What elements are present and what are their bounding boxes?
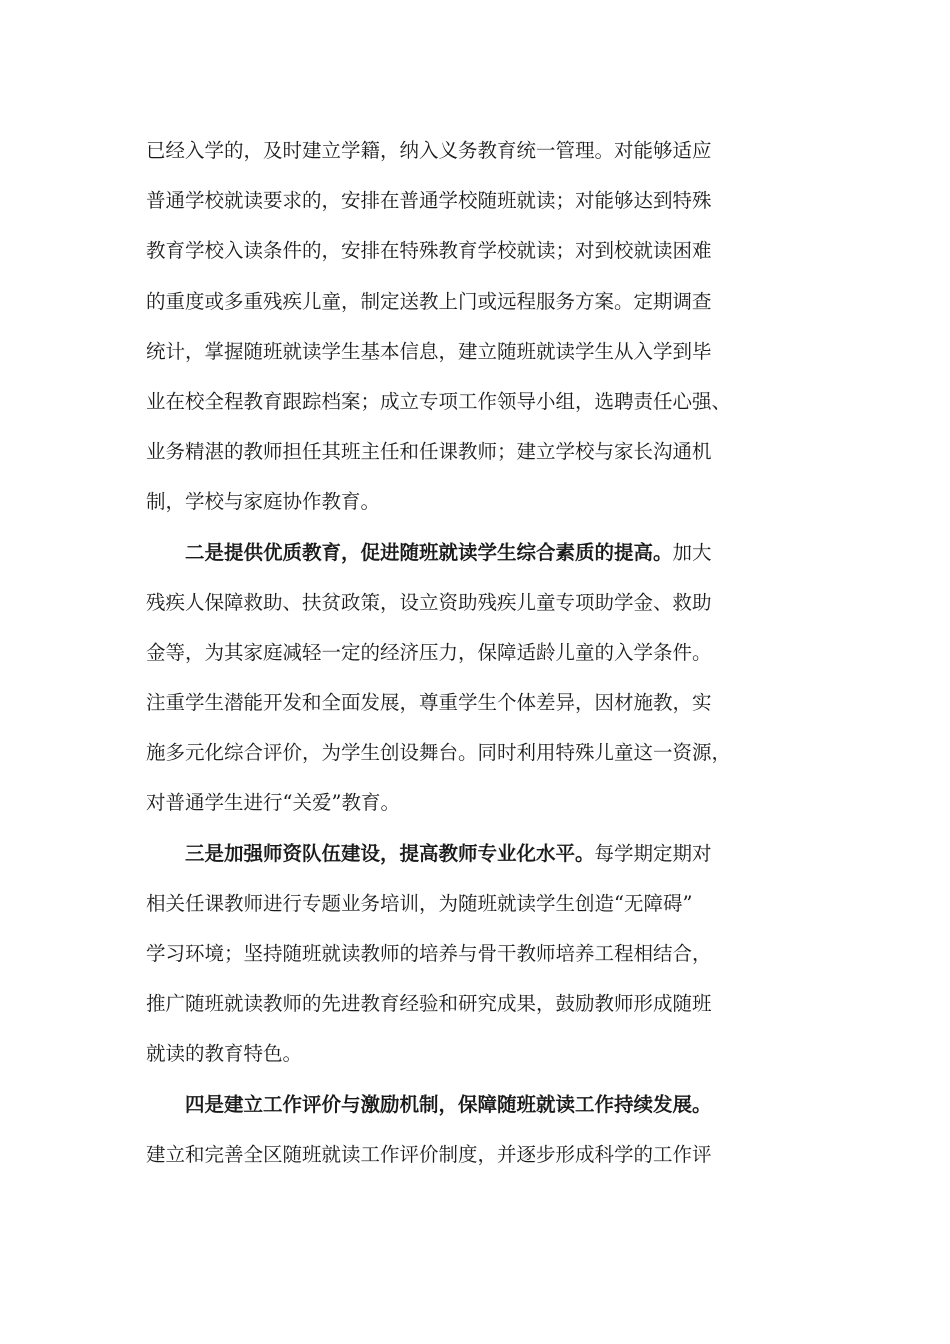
text-line: 的重度或多重残疾儿童，制定送教上门或远程服务方案。定期调查 bbox=[146, 289, 712, 313]
text-line: 建立和完善全区随班就读工作评价制度，并逐步形成科学的工作评 bbox=[146, 1142, 712, 1166]
text-line: 对普通学生进行“关爱”教育。 bbox=[146, 791, 400, 815]
text-line: 制，学校与家庭协作教育。 bbox=[146, 490, 381, 514]
paragraph-heading: 四是建立工作评价与激励机制，保障随班就读工作持续发展。 bbox=[185, 1092, 712, 1116]
paragraph-heading: 三是加强师资队伍建设，提高教师专业化水平。 bbox=[185, 841, 595, 865]
text-line: 施多元化综合评价，为学生创设舞台。同时利用特殊儿童这一资源， bbox=[146, 741, 732, 765]
text-line: 金等，为其家庭减轻一定的经济压力，保障适龄儿童的入学条件。 bbox=[146, 640, 712, 664]
paragraph-4 bbox=[146, 1080, 806, 1180]
paragraph-first-line bbox=[146, 1080, 806, 1130]
text-line: 残疾人保障救助、扶贫政策，设立资助残疾儿童专项助学金、救助 bbox=[146, 590, 712, 614]
text-line: 教育学校入读条件的，安排在特殊教育学校就读；对到校就读困难 bbox=[146, 239, 712, 263]
paragraph-2 bbox=[146, 528, 806, 829]
paragraph-text: 加大 bbox=[672, 540, 712, 564]
text-line: 注重学生潜能开发和全面发展，尊重学生个体差异，因材施教，实 bbox=[146, 691, 712, 715]
paragraph-heading: 二是提供优质教育，促进随班就读学生综合素质的提高。 bbox=[185, 540, 673, 564]
text-line: 相关任课教师进行专题业务培训，为随班就读学生创造“无障碍” bbox=[146, 891, 693, 915]
paragraph-first-line bbox=[146, 528, 806, 578]
text-line: 学习环境；坚持随班就读教师的培养与骨干教师培养工程相结合， bbox=[146, 942, 712, 965]
text-line: 业务精湛的教师担任其班主任和任课教师；建立学校与家长沟通机 bbox=[146, 440, 712, 464]
text-line: 已经入学的，及时建立学籍，纳入义务教育统一管理。对能够适应 bbox=[146, 139, 712, 162]
text-line: 业在校全程教育跟踪档案；成立专项工作领导小组，选聘责任心强、 bbox=[146, 389, 732, 413]
text-line: 统计，掌握随班就读学生基本信息，建立随班就读学生从入学到毕 bbox=[146, 339, 712, 363]
text-line: 推广随班就读教师的先进教育经验和研究成果，鼓励教师形成随班 bbox=[146, 992, 712, 1016]
paragraph-text: 每学期定期对 bbox=[594, 841, 712, 865]
document-body bbox=[146, 126, 806, 1180]
text-line: 普通学校就读要求的，安排在普通学校随班就读；对能够达到特殊 bbox=[146, 189, 712, 213]
paragraph-1 bbox=[146, 126, 806, 528]
paragraph-first-line bbox=[146, 829, 806, 879]
paragraph-3 bbox=[146, 829, 806, 1080]
text-line: 就读的教育特色。 bbox=[146, 1042, 303, 1066]
